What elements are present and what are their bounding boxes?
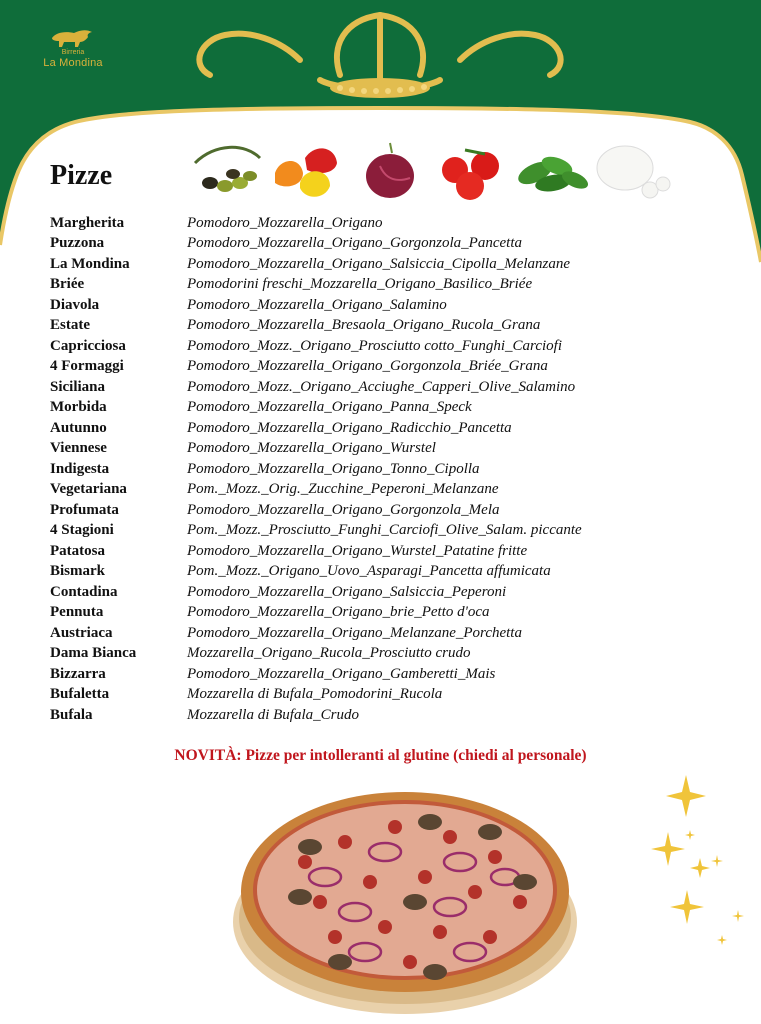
pizza-ingredients: Pomodoro_Mozzarella_Origano_Panna_Speck [187,399,472,416]
pizza-ingredients: Pomodoro_Mozzarella_Origano_Gorgonzola_Pancetta [187,235,522,252]
menu-row [50,562,690,583]
pizza-name: Autunno [50,419,107,436]
pizza-ingredients: Pomodoro_Mozzarella_Origano_Melanzane_Porchetta [187,624,522,641]
pizza-name: 4 Formaggi [50,358,124,375]
pizza-ingredients: Pomodoro_Mozzarella_Origano_Tonno_Cipolla [187,460,480,477]
peppers-icon [275,148,337,196]
pizza-name: Pennuta [50,604,104,621]
pizza-name: Estate [50,317,90,334]
basil-icon [515,153,591,194]
menu-row [50,234,690,255]
menu-row [50,418,690,439]
menu-row [50,459,690,480]
pizza-name: Bizzarra [50,665,106,682]
pizza-ingredients: Pomodoro_Mozzarella_Origano_Salamino [187,296,447,313]
menu-row [50,500,690,521]
menu-row [50,254,690,275]
gluten-free-notice [0,747,761,765]
pizza-name: Dama Bianca [50,645,137,662]
pizza-ingredients: Pomodoro_Mozzarella_Origano_Wurstel [187,440,436,457]
pizza-name: Diavola [50,296,100,313]
notice-text: Pizze per intolleranti al glutine (chiedi al personale) [241,747,587,764]
brand-logo [28,26,118,76]
notice-label: NOVITÀ: [174,747,242,764]
pizza-ingredients: Pomodoro_Mozzarella_Origano_Gorgonzola_Mela [187,501,500,518]
menu-row [50,213,690,234]
pizza-ingredients: Pomodoro_Mozzarella_Bresaola_Origano_Rucola_Grana [187,317,541,334]
pizza-ingredients: Pomodoro_Mozzarella_Origano_Wurstel_Patatine fritte [187,542,528,559]
bull-icon [48,26,98,48]
page-title: Pizze [50,160,113,191]
pizza-name: Siciliana [50,378,106,395]
pizza-ingredients: Pomodoro_Mozz._Origano_Prosciutto cotto_Funghi_Carciofi [187,337,562,354]
menu-row [50,603,690,624]
menu-row [50,357,690,378]
menu-row [50,644,690,665]
pizza-ingredients: Pomodoro_Mozz._Origano_Acciughe_Capperi_Olive_Salamino [187,378,576,395]
menu-row [50,295,690,316]
pizza-ingredients: Pomodoro_Mozzarella_Origano_Salsiccia_Peperoni [187,583,507,600]
mozzarella-icon [597,146,670,198]
menu-row [50,275,690,296]
menu-row [50,623,690,644]
pizza-name: Margherita [50,214,125,231]
menu-row [50,541,690,562]
menu-row [50,377,690,398]
pizza-ingredients: Mozzarella di Bufala_Pomodorini_Rucola [187,686,443,703]
pizza-ingredients: Pomodoro_Mozzarella_Origano_brie_Petto d'oca [187,604,490,621]
menu-row [50,705,690,726]
sparkles-decoration [640,770,755,950]
pizza-name: Puzzona [50,235,105,252]
pizza-name: Austriaca [50,624,113,641]
brand-line-1: Birreria [61,49,85,56]
onion-icon [366,143,414,198]
pizza-name: 4 Stagioni [50,522,114,539]
pizza-name: Indigesta [50,460,110,477]
pizza-name: Capricciosa [50,337,126,354]
menu-row [50,685,690,706]
pizza-name: Briée [50,276,85,293]
pizza-ingredients: Pom._Mozz._Orig._Zucchine_Peperoni_Melanzane [187,481,499,498]
pizza-name: Bufaletta [50,686,110,703]
menu-row [50,316,690,337]
pizza-name: Morbida [50,399,107,416]
pizza-name: Patatosa [50,542,105,559]
menu-row [50,664,690,685]
pizza-name: La Mondina [50,255,130,272]
pizza-ingredients: Pomodoro_Mozzarella_Origano_Gorgonzola_Briée_Grana [187,358,548,375]
pizza-ingredients: Pomodoro_Mozzarella_Origano_Salsiccia_Cipolla_Melanzane [187,255,571,272]
pizza-menu [50,213,690,726]
menu-row [50,398,690,419]
ingredients-illustrations [185,138,685,208]
pizza-name: Bufala [50,706,93,723]
pizza-name: Bismark [50,563,106,580]
brand-line-2: La Mondina [43,57,103,69]
pizza-ingredients: Pom._Mozz._Prosciutto_Funghi_Carciofi_Olive_Salam. piccante [187,522,582,539]
menu-row [50,336,690,357]
pizza-ingredients: Pomodoro_Mozzarella_Origano_Gamberetti_Mais [187,665,496,682]
olives-icon [195,147,260,192]
pizza-name: Vegetariana [50,481,127,498]
pizza-name: Viennese [50,440,107,457]
pizza-name: Contadina [50,583,118,600]
pizza-illustration [225,782,585,1018]
pizza-ingredients: Pomodorini freschi_Mozzarella_Origano_Basilico_Briée [187,276,533,293]
pizza-ingredients: Mozzarella di Bufala_Crudo [187,706,359,723]
pizza-ingredients: Mozzarella_Origano_Rucola_Prosciutto crudo [187,645,471,662]
pizza-name: Profumata [50,501,119,518]
menu-row [50,480,690,501]
pizza-ingredients: Pomodoro_Mozzarella_Origano_Radicchio_Pancetta [187,419,512,436]
menu-row [50,439,690,460]
menu-row [50,521,690,542]
tomatoes-icon [442,150,499,200]
pizza-ingredients: Pomodoro_Mozzarella_Origano [187,214,383,231]
pizza-ingredients: Pom._Mozz._Origano_Uovo_Asparagi_Pancetta affumicata [187,563,551,580]
menu-row [50,582,690,603]
